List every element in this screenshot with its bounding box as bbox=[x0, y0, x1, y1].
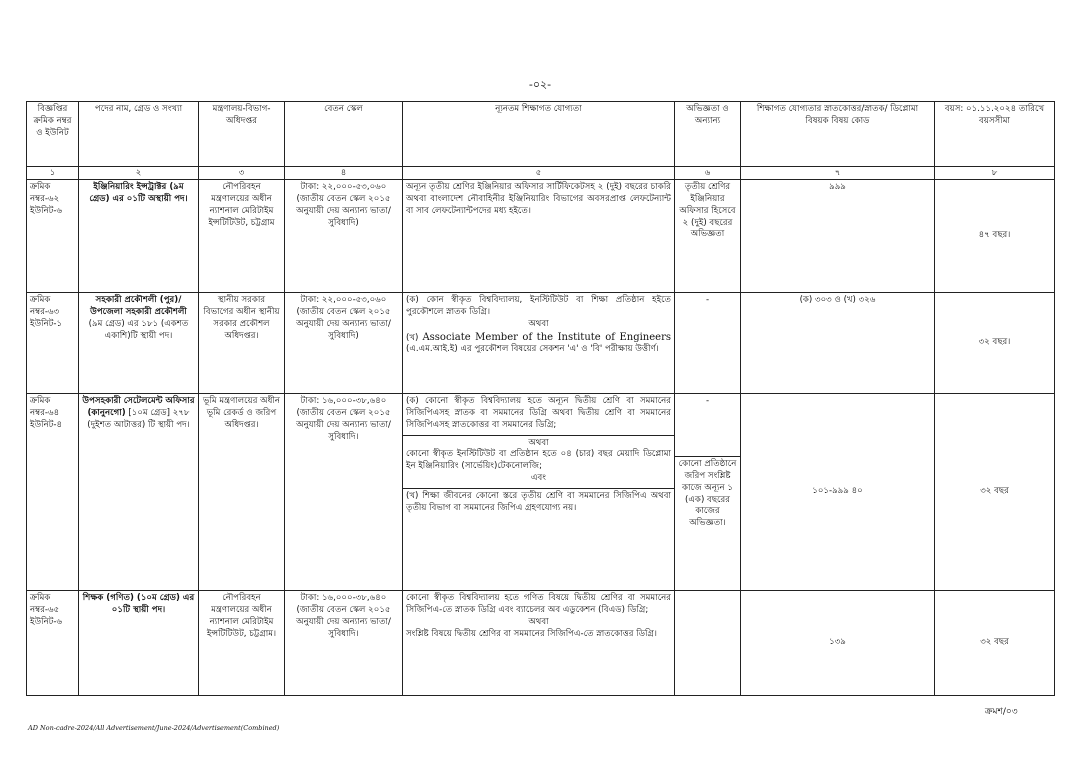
qualification-option-b: (খ) শিক্ষা জীবনের কোনো স্তরে তৃতীয় শ্রেণি বা সমমানের সিজিপিএ অথবা তৃতীয় বিভাগ বা সমমানের জিপিএ গ্রহণযোগ্য নয়। bbox=[403, 488, 674, 515]
subject-code-cell: (ক) ৩০৩ ও (খ) ৩২৬ bbox=[741, 293, 935, 394]
ministry-cell: ভূমি মন্ত্রণালয়ের অধীন ভূমি রেকর্ড ও জরিপ অধিদপ্তর। bbox=[199, 394, 285, 591]
diploma-block bbox=[403, 435, 674, 485]
experience-cell bbox=[675, 591, 741, 696]
ministry-cell: স্থানীয় সরকার বিভাগের অধীন স্থানীয় সরকার প্রকৌশল অধিদপ্তর। bbox=[199, 293, 285, 394]
post-cell: ইঞ্জিনিয়ারিং ইন্সট্রাক্টর (৯ম গ্রেড) এর ০১টি অস্থায়ী পদ। bbox=[79, 180, 199, 293]
post-cell bbox=[79, 293, 199, 394]
header-post: পদের নাম, গ্রেড ও সংখ্যা bbox=[79, 102, 199, 167]
qualification-option-a: (ক) কোনো স্বীকৃত বিশ্ববিদ্যালয় হতে অন্যূন দ্বিতীয় শ্রেণি বা সমমানের সিজিপিএসহ স্নাতক বা সমমানের ডিগ্রি অথবা দ্বিতীয় শ্রেণি বা সমমানের সিজিপিএসহ স্নাতকোত্তর বা সমমানের ডিগ্রি; bbox=[406, 396, 671, 430]
or-label: অথবা bbox=[528, 437, 549, 448]
option-rest-text: (এ.এম.আই.ই) এর পুরকৌশল বিষয়ের সেকশন 'এ' ও 'বি' পরীক্ষায় উত্তীর্ণ। bbox=[406, 344, 659, 355]
qualification-option-b: সংশ্লিষ্ট বিষয়ে দ্বিতীয় শ্রেণির বা সমমানের সিজিপিএ-তে স্নাতকোত্তর ডিগ্রি। bbox=[406, 628, 658, 639]
age-limit-cell: ৩২ বছর bbox=[935, 394, 1055, 591]
post-cell bbox=[79, 394, 199, 591]
column-number-row bbox=[27, 167, 1055, 180]
experience-text: কোনো প্রতিষ্ঠানে জরিপ সংশ্লিষ্ট কাজে অন্যূন ১ (এক) বছরের কাজের অভিজ্ঞতা। bbox=[675, 456, 740, 530]
serial-cell: ক্রমিক নম্বর-৬৫ ইউনিট-৬ bbox=[27, 591, 79, 696]
option-english-text: Associate Member of the Institute of Engineers bbox=[422, 331, 671, 343]
qualification-cell: অন্যূন তৃতীয় শ্রেণির ইঞ্জিনিয়ার অফিসার সার্টিফিকেটসহ ২ (দুই) বছরের চাকরি অথবা বাংলাদেশ নৌবাহিনীর ইঞ্জিনিয়ারিং বিভাগের অবসরপ্রাপ্ত লেফটেন্যান্ট বা সাব লেফটেন্যান্টপদের মধ্য হইতে। bbox=[403, 180, 675, 293]
header-serial: বিজ্ঞপ্তির ক্রমিক নম্বর ও ইউনিট bbox=[27, 102, 79, 167]
experience-cell: - bbox=[675, 293, 741, 394]
table-row bbox=[27, 293, 1055, 394]
post-cell: শিক্ষক (গণিত) (১০ম গ্রেড) এর ০১টি স্থায়ী পদ। bbox=[79, 591, 199, 696]
experience-dash: - bbox=[705, 396, 710, 406]
serial-cell: ক্রমিক নম্বর-৬৩ ইউনিট-১ bbox=[27, 293, 79, 394]
header-age-limit: বয়স: ০১.১১.২০২৪ তারিখে বয়সসীমা bbox=[935, 102, 1055, 167]
pay-scale-cell: টাকা: ২২,০০০-৫৩,০৬০ (জাতীয় বেতন স্কেল ২০১৫ অনুযায়ী দেয় অন্যান্য ভাতা/সুবিধাদি) bbox=[285, 180, 403, 293]
experience-cell bbox=[675, 394, 741, 591]
qualification-diploma: কোনো স্বীকৃত ইনস্টিটিউট বা প্রতিষ্ঠান হতে ০৪ (চার) বছর মেয়াদি ডিপ্লোমা ইন ইঞ্জিনিয়ারিং (সার্ভেয়িং)টেকনোলজি; bbox=[406, 449, 671, 472]
age-limit-cell: ৩২ বছর। bbox=[935, 293, 1055, 394]
experience-cell: তৃতীয় শ্রেণির ইঞ্জিনিয়ার অফিসার হিসেবে ২ (দুই) বছরের অভিজ্ঞতা bbox=[675, 180, 741, 293]
footer-file-path: AD Non-cadre-2024/All Advertisement/June-2024/Advertisement(Combined) bbox=[28, 724, 280, 732]
post-grade: (৯ম গ্রেড) এর ১৮১ (একশত একাশি)টি স্থায়ী পদ। bbox=[88, 318, 189, 341]
post-title: সহকারী প্রকৌশলী (পুর)/উপজেলা সহকারী প্রকৌশলী bbox=[90, 295, 187, 317]
column-number: ৭ bbox=[741, 167, 935, 180]
ministry-cell: নৌপরিবহন মন্ত্রণালয়ের অধীন ন্যাশনাল মেরিটাইম ইন্সটিটিউট, চট্টগ্রাম bbox=[199, 180, 285, 293]
subject-code-cell: ৯৯৯ bbox=[741, 180, 935, 293]
subject-code-cell: ১০১-৯৯৯ ৪০ bbox=[741, 394, 935, 591]
qualification-cell bbox=[403, 293, 675, 394]
pay-scale-cell: টাকা: ১৬,০০০-৩৮,৬৪০ (জাতীয় বেতন স্কেল ২০১৫ অনুযায়ী দেয় অন্যান্য ভাতা/সুবিধাদি। bbox=[285, 591, 403, 696]
pay-scale-cell: টাকা: ২২,০০০-৫৩,০৬০ (জাতীয় বেতন স্কেল ২০১৫ অনুযায়ী দেয় অন্যান্য ভাতা/সুবিধাদি) bbox=[285, 293, 403, 394]
subject-code-cell: ১৩৯ bbox=[741, 591, 935, 696]
column-number: ২ bbox=[79, 167, 199, 180]
age-limit-cell: ৪৭ বছর। bbox=[935, 180, 1055, 293]
serial-cell: ক্রমিক নম্বর-৬২ ইউনিট-৬ bbox=[27, 180, 79, 293]
qualification-option-a: কোনো স্বীকৃত বিশ্ববিদ্যালয় হতে গণিত বিষয়ে দ্বিতীয় শ্রেণির বা সমমানের সিজিপিএ-তে স্নাতক ডিগ্রি এবং ব্যাচেলর অব এডুকেশন (বিএড) ডিগ্রি; bbox=[406, 593, 671, 615]
column-number: ১ bbox=[27, 167, 79, 180]
ministry-cell: নৌপরিবহন মন্ত্রণালয়ের অধীন ন্যাশনাল মেরিটাইম ইন্সটিটিউট, চট্টগ্রাম। bbox=[199, 591, 285, 696]
header-experience: অভিজ্ঞতা ও অন্যান্য bbox=[675, 102, 741, 167]
continued-label: ক্রমশ/০৩ bbox=[985, 707, 1018, 717]
table-row bbox=[27, 591, 1055, 696]
column-number: ৫ bbox=[403, 167, 675, 180]
header-ministry: মন্ত্রণালয়-বিভাগ- অধিদপ্তর bbox=[199, 102, 285, 167]
or-label: অথবা bbox=[528, 616, 549, 627]
header-pay-scale: বেতন স্কেল bbox=[285, 102, 403, 167]
qualification-option-a: (ক) কোন স্বীকৃত বিশ্ববিদ্যালয়, ইনস্টিটিউট বা শিক্ষা প্রতিষ্ঠান হইতে পুরকৌশলে স্নাতক ডিগ্রি। bbox=[406, 295, 671, 317]
and-label: এবং bbox=[530, 473, 547, 484]
vacancy-table bbox=[26, 101, 1055, 696]
or-label: অথবা bbox=[528, 318, 549, 329]
post-grade: [১০ম গ্রেড] ২৭৮ (দুইশত আটাত্তর) টি স্থায়ী পদ। bbox=[87, 407, 190, 430]
table-row bbox=[27, 180, 1055, 293]
qualification-cell bbox=[403, 394, 675, 591]
page-number: -০২- bbox=[528, 78, 552, 91]
post-title: উপসহকারী সেটেলমেন্ট অফিসার (কানুনগো) bbox=[82, 396, 195, 418]
column-number: ৪ bbox=[285, 167, 403, 180]
table-header-row bbox=[27, 102, 1055, 167]
qualification-cell bbox=[403, 591, 675, 696]
column-number: ৩ bbox=[199, 167, 285, 180]
qualification-option-b bbox=[406, 331, 671, 357]
column-number: ৬ bbox=[675, 167, 741, 180]
pay-scale-cell: টাকা: ১৬,০০০-৩৮,৬৪০ (জাতীয় বেতন স্কেল ২০১৫ অনুযায়ী দেয় অন্যান্য ভাতা/সুবিধাদি। bbox=[285, 394, 403, 591]
option-prefix: (খ) bbox=[406, 332, 419, 343]
column-number: ৮ bbox=[935, 167, 1055, 180]
header-qualification: ন্যূনতম শিক্ষাগত যোগ্যতা bbox=[403, 102, 675, 167]
table-row bbox=[27, 394, 1055, 591]
age-limit-cell: ৩২ বছর bbox=[935, 591, 1055, 696]
serial-cell: ক্রমিক নম্বর-৬৪ ইউনিট-৪ bbox=[27, 394, 79, 591]
header-subject-code: শিক্ষাগত যোগ্যতার স্নাতকোত্তর/স্নাতক/ ডিপ্লোমা বিষয়ক বিষয় কোড bbox=[741, 102, 935, 167]
